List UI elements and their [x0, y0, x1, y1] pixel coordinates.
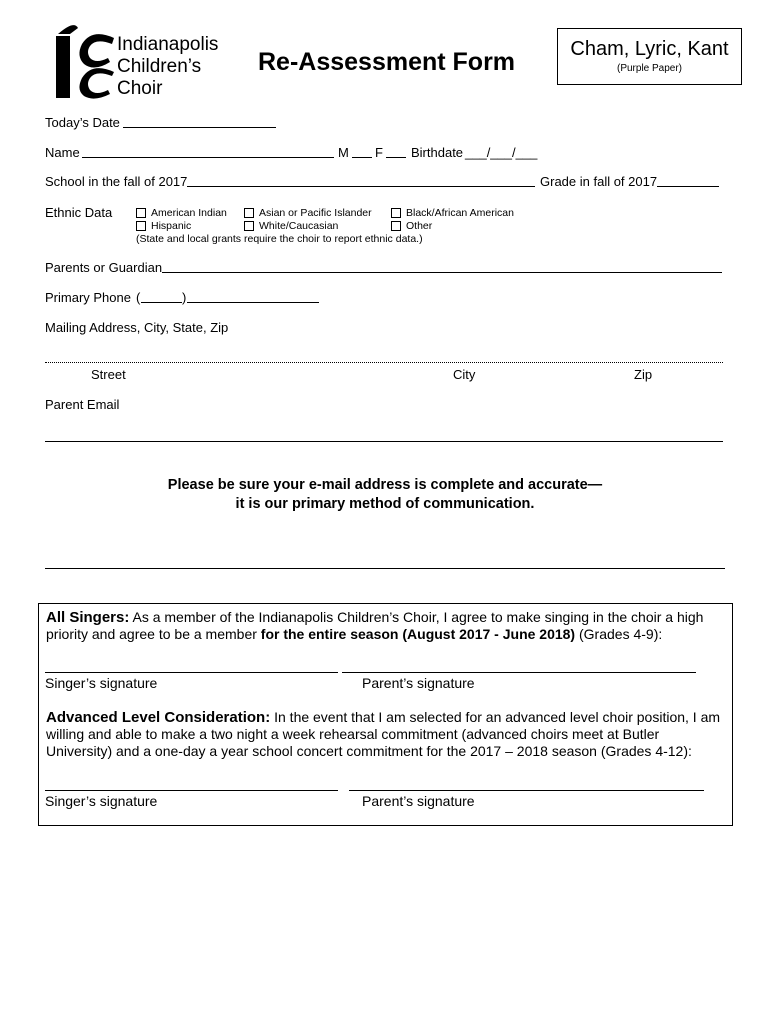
m-label: M	[338, 145, 349, 160]
school-field[interactable]	[187, 186, 535, 187]
city-label: City	[453, 367, 476, 382]
zip-label: Zip	[634, 367, 653, 382]
all-singers-paragraph: All Singers: As a member of the Indianapolis Children’s Choir, I agree to make singing in the choir a high priority and agree to be a member for the entire season (August 2017 - June 2018) (Grades 4-9):	[46, 609, 704, 642]
phone-number-field[interactable]	[187, 302, 319, 303]
form-title: Re-Assessment Form	[258, 48, 516, 76]
icc-logo-mark	[48, 22, 116, 100]
checkbox-icon[interactable]	[136, 221, 146, 231]
f-field[interactable]	[386, 157, 406, 158]
notice-line-2: it is our primary method of communication.	[235, 496, 535, 512]
logo	[48, 22, 116, 100]
checkbox-icon[interactable]	[391, 208, 401, 218]
email-label: Parent Email	[45, 397, 120, 412]
ethnic-label: Ethnic Data	[45, 205, 113, 220]
name-label: Name	[45, 145, 80, 160]
email-notice	[0, 476, 770, 514]
singer-signature-field[interactable]	[45, 672, 338, 673]
singer-signature-label-2: Singer’s signature	[45, 793, 158, 809]
logo-line-2: Children’s	[117, 56, 202, 77]
parent-signature-label: Parent’s signature	[362, 675, 475, 691]
checkbox-icon[interactable]	[244, 221, 254, 231]
phone-area-code-field[interactable]	[141, 302, 182, 303]
m-field[interactable]	[352, 157, 372, 158]
choir-level: Cham, Lyric, Kant	[570, 38, 729, 60]
mailing-address-field[interactable]	[45, 362, 723, 363]
phone-label: Primary Phone	[45, 290, 131, 305]
paper-note: (Purple Paper)	[616, 63, 683, 74]
advanced-heading: Advanced Level Consideration:	[46, 709, 271, 726]
logo-text	[117, 34, 218, 100]
parent-signature-field-2[interactable]	[349, 790, 704, 791]
parent-signature-label-2: Parent’s signature	[362, 793, 475, 809]
school-label: School in the fall of 2017	[45, 174, 188, 189]
ethnic-option-hispanic[interactable]: Hispanic	[136, 220, 191, 233]
mailing-label: Mailing Address, City, State, Zip	[45, 320, 229, 335]
all-singers-heading: All Singers:	[46, 609, 130, 626]
singer-signature-label: Singer’s signature	[45, 675, 158, 691]
phone-paren-open: (	[136, 290, 141, 305]
singer-signature-field-2[interactable]	[45, 790, 338, 791]
checkbox-icon[interactable]	[391, 221, 401, 231]
ethnic-option-american-indian[interactable]: American Indian	[136, 207, 227, 220]
birthdate-label: Birthdate	[411, 145, 464, 160]
todays-date-field[interactable]	[123, 127, 276, 128]
notice-line-1: Please be sure your e-mail address is complete and accurate—	[167, 477, 603, 493]
ethnic-option-asian[interactable]: Asian or Pacific Islander	[244, 207, 372, 220]
street-label: Street	[91, 367, 126, 382]
name-field[interactable]	[82, 157, 334, 158]
parent-signature-field[interactable]	[342, 672, 696, 673]
birthdate-field[interactable]: ___/___/___	[465, 145, 538, 160]
ethnic-note: (State and local grants require the choir to report ethnic data.)	[136, 233, 423, 245]
advanced-paragraph: Advanced Level Consideration: In the event that I am selected for an advanced level choir position, I am willing and able to make a two night a week rehearsal commitment (advanced choirs meet at Butler University) and a one-day a year school concert commitment for the 2017 – 2018 season (Grades 4-12):	[46, 709, 721, 759]
parents-field[interactable]	[162, 272, 722, 273]
divider	[45, 568, 725, 569]
checkbox-icon[interactable]	[244, 208, 254, 218]
choir-level-box	[557, 28, 742, 85]
grade-field[interactable]	[657, 186, 719, 187]
ethnic-option-other[interactable]: Other	[391, 220, 432, 233]
ethnic-option-white[interactable]: White/Caucasian	[244, 220, 338, 233]
grade-label: Grade in fall of 2017	[540, 174, 658, 189]
logo-line-1: Indianapolis	[117, 34, 219, 55]
email-field[interactable]	[45, 441, 723, 442]
logo-line-3: Choir	[117, 78, 163, 99]
f-label: F	[375, 145, 383, 160]
ethnic-option-black[interactable]: Black/African American	[391, 207, 514, 220]
checkbox-icon[interactable]	[136, 208, 146, 218]
todays-date-label: Today’s Date	[45, 115, 120, 130]
phone-paren-close: )	[182, 290, 187, 305]
parents-label: Parents or Guardian	[45, 260, 163, 275]
